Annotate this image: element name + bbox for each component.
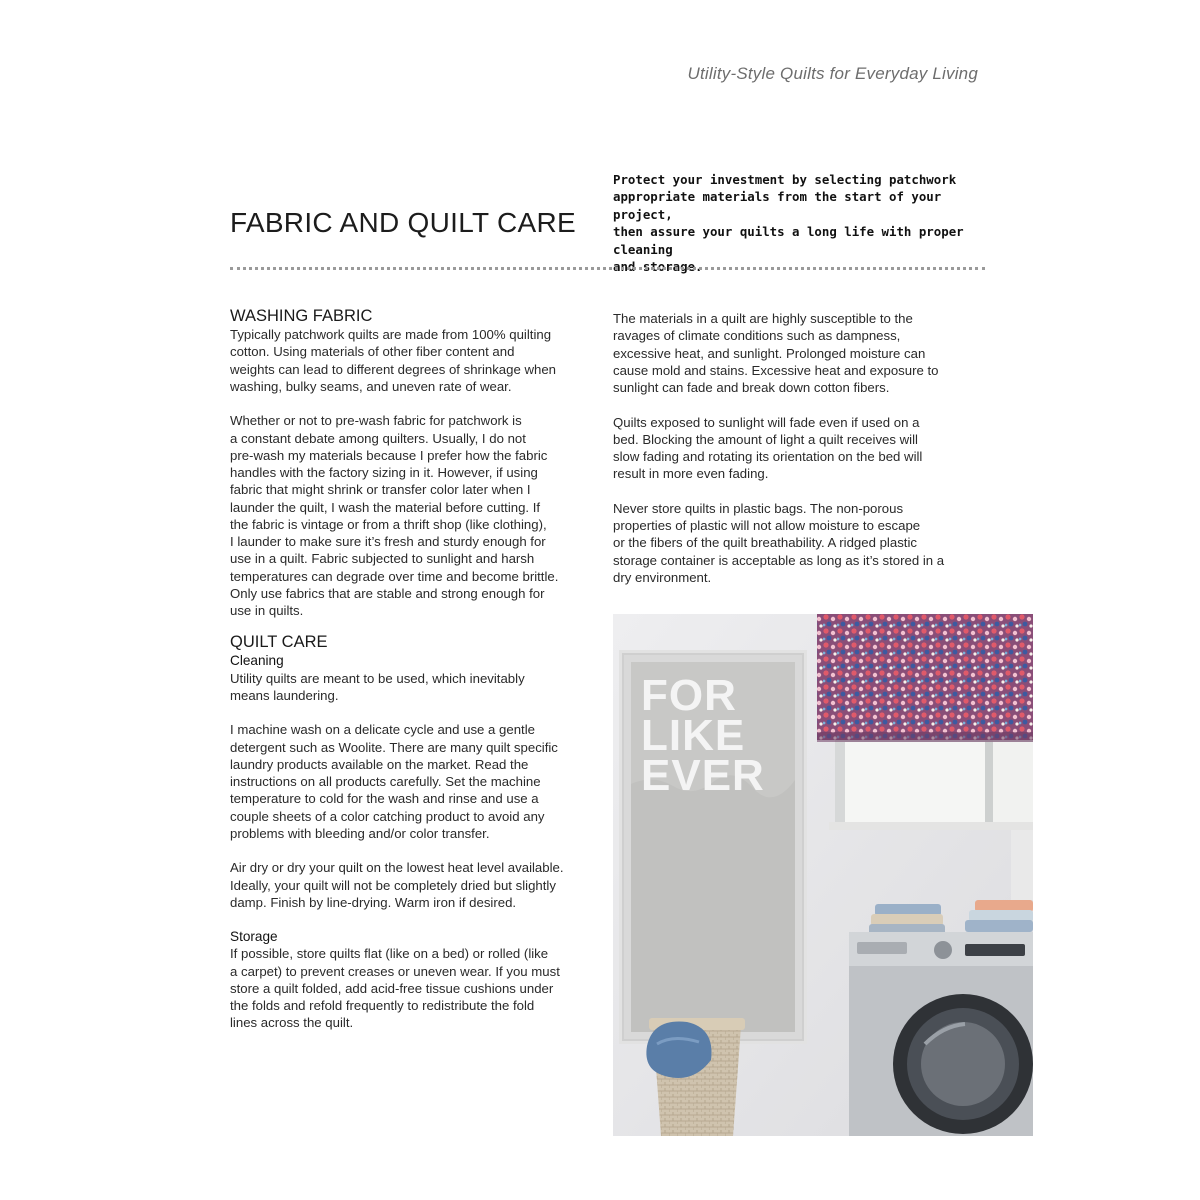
framed-poster bbox=[619, 650, 807, 1044]
storage-paragraph: If possible, store quilts flat (like on a bed) or rolled (like a carpet) to prevent creases or uneven wear. If you must store a quilt folded, add acid-free tissue cushions under the folds and refold frequently to redistribute the fold lines across the quilt. bbox=[230, 946, 560, 1031]
laundry-basket bbox=[646, 1018, 745, 1136]
cleaning-paragraph-2: I machine wash on a delicate cycle and use a gentle detergent such as Woolite. There are many quilt specific laundry products available on the market. Read the instructions on all products carefully. Set the machine temperature to cold for the wash and rinse and use a couple sheets of a color catching product to avoid any problems with bleeding and/or color transfer. bbox=[230, 722, 558, 841]
chapter-title: FABRIC AND QUILT CARE bbox=[230, 207, 577, 238]
laundry-room-photo bbox=[613, 614, 1033, 1136]
poster-text-line-1: FOR bbox=[641, 671, 737, 720]
right-column bbox=[613, 310, 981, 586]
climate-paragraph: The materials in a quilt are highly susceptible to the ravages of climate conditions such as dampness, excessive heat, and sunlight. Prolonged moisture can cause mold and stains. Excessive heat and exposure to sunlight can fade and break down cotton fibers. bbox=[613, 311, 939, 395]
chapter-intro: Protect your investment by selecting patchwork appropriate materials from the start of your project, then assure your quilts a long life with proper cleaning and storage. bbox=[613, 172, 964, 275]
floral-roman-shade bbox=[817, 614, 1033, 742]
washing-machine bbox=[849, 932, 1033, 1136]
washing-fabric-heading: WASHING FABRIC bbox=[230, 307, 373, 325]
plastic-storage-paragraph: Never store quilts in plastic bags. The non-porous properties of plastic will not allow moisture to escape or the fibers of the quilt breathability. A ridged plastic storage container is acceptable as long as it’s stored in a dry environment. bbox=[613, 500, 945, 585]
quilt-care-heading: QUILT CARE bbox=[230, 633, 328, 652]
poster-text-line-3: EVER bbox=[641, 751, 765, 800]
poster-text-line-2: LIKE bbox=[641, 711, 746, 760]
cleaning-subheading: Cleaning bbox=[230, 653, 284, 669]
washing-paragraph-2: Whether or not to pre-wash fabric for patchwork is a constant debate among quilters. Usually, I do not pre-wash my materials because I prefer how the fabric handles with the factory sizing in it. However, if using fabric that might shrink or transfer color later when I launder the quilt, I wash the material before cutting. If the fabric is vintage or from a thrift shop (like clothing), I launder to make sure it’s fresh and sturdy enough for use in a quilt. Fabric subjected to sunlight and harsh temperatures can degrade over time and become brittle. Only use fabrics that are stable and strong enough for use in quilts. bbox=[230, 413, 559, 618]
left-column bbox=[230, 307, 598, 1032]
storage-subheading: Storage bbox=[230, 929, 278, 944]
cleaning-paragraph-1: Utility quilts are meant to be used, which inevitably means laundering. bbox=[230, 670, 525, 703]
cleaning-paragraph-3: Air dry or dry your quilt on the lowest heat level available. Ideally, your quilt will not be completely dried but slightly damp. Finish by line-drying. Warm iron if desired. bbox=[230, 860, 564, 910]
sunlight-paragraph: Quilts exposed to sunlight will fade even if used on a bed. Blocking the amount of light a quilt receives will slow fading and rotating its orientation on the bed will result in more even fading. bbox=[613, 414, 923, 482]
washing-paragraph-1: Typically patchwork quilts are made from 100% quilting cotton. Using materials of other fiber content and weights can lead to different degrees of shrinkage when washing, bulky seams, and uneven rate of wear. bbox=[230, 327, 556, 394]
running-head: Utility-Style Quilts for Everyday Living bbox=[687, 64, 978, 83]
dotted-divider bbox=[230, 267, 985, 270]
